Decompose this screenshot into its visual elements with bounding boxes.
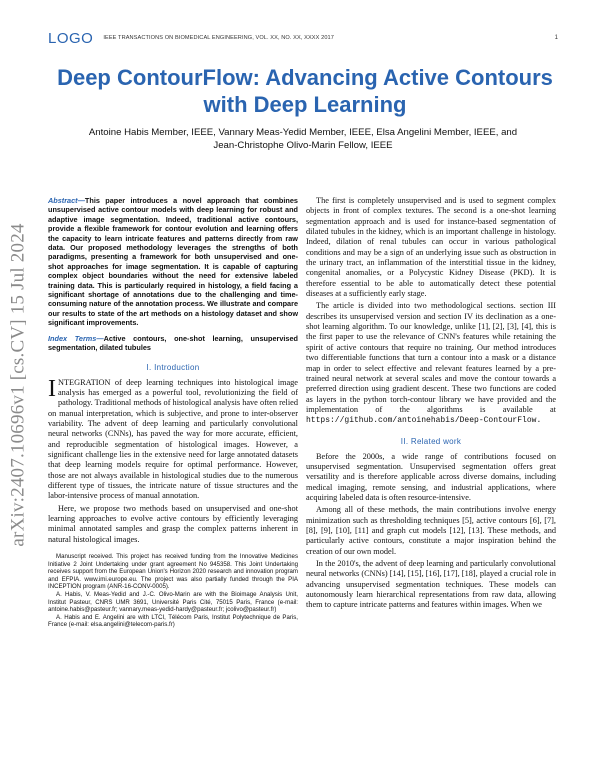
related-paragraph-2: Among all of these methods, the main contributions involve energy minimization such as thresholding techniques [5], active contours [6], [7], [8], [9], [10], [11] and graph cut models [12], [13]. These methods, and particularly active contours, constitute a major inspiration behind the creation of our own model. [306, 505, 556, 556]
journal-logo: LOGO [48, 29, 94, 47]
right-paragraph-2 [306, 301, 556, 426]
right-paragraph-2-text: The article is divided into two methodological sections. section III describes its unsupervised version and section IV its declination as a one-shot learning algorithm. To our knowledge, unlike [1], [2], [3], [4], this is the first paper to use the relevance of CNN's features while retaining the spirit of active contours that require no training. Our method introduces two differentiable functions that turn a contour into a mask or a distance map in order to select effective and relevant features learned by a pre-trained neural network at several scales and move the contour towards a preferred direction using gradient descent. These two functions are coded as layers in the python torch-contour library we have provided and the implementation of the algorithms is available at [306, 301, 556, 414]
paper-title: Deep ContourFlow: Advancing Active Contours with Deep Learning [57, 65, 553, 117]
index-terms [48, 334, 298, 353]
intro-paragraph-1-text: NTEGRATION of deep learning techniques into histological image analysis has emerged as a powerful tool, revolutionizing the field of pathology. Traditional methods of histological analysis have often relied on manual interpretation, which is subjective, and prone to inter-observer variability. The advent of deep learning and particularly convolutional neural networks (CNNs), has paved the way for more accurate, efficient, and reproducible segmentation of histological images. However, a significant challenge lies in the extensive need for large annotated datasets that deep learning models require for optimal performance. However, those are not always available in histological studies due to the numerous different type of tissues, the intricate nature of tissue structures and the labor-intensive process of manual annotation. [48, 377, 298, 501]
related-paragraph-3: In the 2010's, the advent of deep learning and particularly convolutional neural networks (CNNs) [14], [15], [16], [17], [18], played a crucial role in advancing unsupervised segmentation techniques. These models can autonomously learn hierarchical representations from raw data, allowing them to capture intricate patterns and features within images. When we [306, 559, 556, 610]
index-terms-label: Index Terms— [48, 333, 104, 343]
section-heading-introduction: I. Introduction [146, 362, 200, 372]
github-link[interactable]: https://github.com/antoinehabis/Deep-ContourFlow. [306, 416, 542, 426]
intro-paragraph-2: Here, we propose two methods based on unsupervised and one-shot learning approaches to evolve active contours by efficiently leveraging minimal annotated samples and grasp the complex patterns inherent in natural histological images. [48, 503, 298, 544]
author-list [48, 126, 558, 152]
abstract [48, 196, 298, 328]
author-line-1: Antoine Habis Member, IEEE, Vannary Meas-Yedid Member, IEEE, Elsa Angelini Member, IEEE, and [88, 127, 518, 138]
related-paragraph-1: Before the 2000s, a wide range of contributions focused on unsupervised segmentation. Unsupervised segmentation offers great versatility and is therefore applicable across diverse domains, including medical imaging, remote sensing, and industrial applications, where acquiring labeled data is often resource-intensive. [306, 451, 556, 502]
section-heading-related-work: II. Related work [400, 436, 462, 446]
page-header [48, 30, 558, 46]
intro-paragraph-1 [48, 375, 298, 502]
index-terms-text: Active contours, one-shot learning, unsupervised segmentation, dilated tubules [48, 333, 299, 353]
right-paragraph-1: The first is completely unsupervised and is used to segment complex objects in front of complex textures. The second is a one-shot learning segmentation approach and is used for instance-based segmentation of dilated tubules in the kidney, which is an important challenge in histology. Indeed, dilation of renal tubules can occur in various pathological conditions and may be a sign of an underlying issue such as obstruction in the urinary tract, an inflammation of the interstitial tissue in the kidney, congenital anomalies, or a Polycystic Kidney Disease (PKD). It is therefore essential to be able to automatically detect these potential diseases at a sufficiently early stage. [306, 196, 556, 299]
footnote-affiliation-telecom: A. Habis and E. Angelini are with LTCI, Télécom Paris, Institut Polytechnique de Paris, France (e-mail: elsa.angelini@telecom-paris.fr) [48, 613, 298, 629]
arxiv-id: arXiv:2407.10696v1 [cs.CV] 15 Jul 2024 [8, 223, 29, 547]
footnote-affiliation-pasteur: A. Habis, V. Meas-Yedid and J.-C. Olivo-Marin are with the Bioimage Analysis Unit, Institut Pasteur, CNRS UMR 3691, Université Paris Cité, 75015 Paris, France (e-mail: antoine.habis@pasteur.fr; vannary.meas-yedid-hardy@pasteur.fr; jcolivo@pasteur.fr) [48, 590, 298, 614]
journal-name: IEEE TRANSACTIONS ON BIOMEDICAL ENGINEERING, VOL. XX, NO. XX, XXXX 2017 [103, 35, 334, 41]
arxiv-stamp [4, 200, 34, 570]
page-number: 1 [554, 35, 558, 41]
footnotes [48, 553, 298, 629]
abstract-text: This paper introduces a novel approach that combines unsupervised active contour models with deep learning for robust and adaptive image segmentation. Indeed, traditional active contours, provide a flexible framework for contour evolution and learning offers the capacity to learn intricate features and patterns directly from raw data. Our proposed methodology leverages the strengths of both paradigms, presenting a framework for both unsupervised and one-shot approaches for image segmentation. It is capable of capturing complex object boundaries without the need for extensive labeled training data. This is particularly required in histology, a field facing a significant shortage of annotations due to the challenging and time-consuming nature of the annotation process. We illustrate and compare our results to state of the art methods on a histology dataset and show significant improvements. [48, 196, 298, 328]
abstract-label: Abstract— [48, 196, 85, 205]
drop-cap: I [48, 375, 56, 402]
footnote-funding: Manuscript received. This project has received funding from the Innovative Medicines Initiative 2 Joint Undertaking under grant agreement No 945358. This Joint Undertaking receives support from the European Union's Horizon 2020 research and innovation program and EFPIA. www.imi.europe.eu. The project was also partially funded through the PIA INCEPTION program (ANR-16-CONV-0005). [48, 553, 298, 591]
left-column [48, 196, 298, 629]
right-column [306, 196, 556, 611]
author-line-2: Jean-Christophe Olivo-Marin Fellow, IEEE [213, 140, 393, 151]
